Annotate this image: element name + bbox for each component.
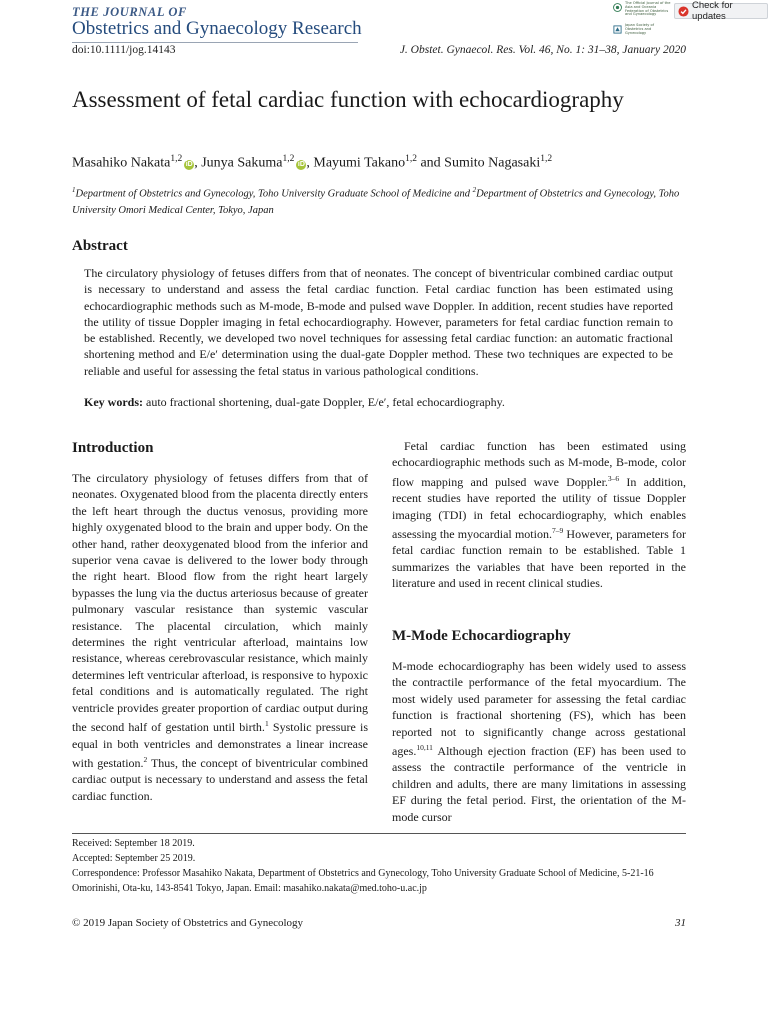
jsog-logo [612, 24, 670, 35]
mmode-text-b: Although ejection fraction (EF) has been used to assess the contractile performance of the ventricle in children and adults, there are many limitations in assessing EF during the fetal period. First, the orientation of the M-mode cursor [392, 744, 686, 824]
right-text-b: In addition, recent studies have reported the utility of tissue Doppler imaging (TDI) in fetal echocardiography, which enables assessing the myocardial motion. [392, 474, 687, 542]
author-separator: , [194, 155, 202, 171]
citation-ref[interactable]: 2 [143, 754, 148, 764]
correspondence: Correspondence: Professor Masahiko Nakata, Department of Obstetrics and Gynecology, Toho University Graduate School of Medicine, 5-21-16 Omorinishi, Ota-ku, 143-8541 Tokyo, Japan. Email: masahiko.nakata@med.toho-u.ac.jp [72, 868, 654, 894]
crossmark-icon [678, 6, 689, 17]
check-for-updates-label: Check for updates [692, 0, 733, 22]
journal-top-line: THE JOURNAL OF [72, 5, 187, 19]
aofog-logo-icon [613, 3, 622, 12]
affiliation-1: Department of Obstetrics and Gynecology, Toho University Graduate School of Medicine and [75, 188, 473, 200]
introduction-heading: Introduction [72, 440, 154, 456]
mmode-text-a: M-mode echocardiography has been widely used to assess the contractile performance of the fetal myocardium. The most widely used parameter for assessing the fetal cardiac function is fractional shortening (FS), which has been reported not to significantly change across gestational ages. [392, 659, 686, 759]
introduction-paragraph [72, 470, 368, 804]
check-for-updates-button[interactable] [674, 0, 768, 22]
copyright: © 2019 Japan Society of Obstetrics and Gynecology [72, 917, 304, 929]
received-date: Received: September 18 2019. [72, 838, 195, 849]
citation-ref[interactable]: 1 [264, 719, 269, 729]
abstract-heading: Abstract [72, 238, 128, 254]
affil-sup: 1 [72, 186, 76, 194]
orcid-icon[interactable]: iD [185, 160, 193, 168]
author-name: Junya Sakuma [201, 155, 283, 171]
footnotes [72, 836, 686, 896]
jsog-logo-icon [613, 25, 622, 34]
author-affil-sup: 1,2 [170, 154, 183, 164]
citation-ref[interactable]: 10,11 [416, 743, 433, 753]
doi[interactable]: doi:10.1111/jog.14143 [72, 44, 176, 56]
citation-ref[interactable]: 3–6 [607, 473, 620, 483]
author-affil-sup: 1,2 [405, 154, 417, 164]
article-title: Assessment of fetal cardiac function with echocardiography [72, 87, 624, 112]
journal-header [72, 0, 362, 43]
citation: J. Obstet. Gynaecol. Res. Vol. 46, No. 1: 31–38, January 2020 [399, 44, 686, 56]
affiliations [72, 182, 690, 219]
right-text-a: Fetal cardiac function has been estimated using echocardiographic methods such as M-mode, B-mode, color flow mapping and pulsed wave Doppler. [392, 439, 686, 489]
affiliation-2: Department of Obstetrics and Gynecology, Toho University Omori Medical Center, Tokyo, Japan [72, 188, 680, 216]
intro-text-c: Thus, the concept of biventricular combined cardiac output is necessary to understand and assess the fetal cardiac function. [72, 755, 368, 803]
keywords-text: auto fractional shortening, dual-gate Doppler, E/e′, fetal echocardiography. [146, 395, 505, 409]
mmode-paragraph [392, 658, 686, 825]
author-list [72, 154, 552, 172]
orcid-icon[interactable]: iD [297, 160, 305, 168]
aofog-logo [612, 1, 671, 17]
affil-sup: 2 [472, 186, 477, 194]
abstract-body: The circulatory physiology of fetuses differs from that of neonates. The concept of biventricular combined cardiac output is necessary to understand and assess the fetal cardiac function. Fetal cardiac function has been estimated using echocardiographic methods such as M-mode, B-mode and pulsed wave Doppler. In addition, recent studies have reported the utility of tissue Doppler imaging in fetal echocardiography. However, parameters for fetal cardiac function remain to be established. Recently, we developed two novel techniques for assessing fetal cardiac function: an automatic fractional shortening method and E/e′ determination using the dual-gate Doppler method. These two techniques are expected to be reliable and useful for assessing the fetal status in various pathological conditions. [84, 266, 673, 378]
author-name: Mayumi Takano [313, 155, 406, 171]
author-separator: and [416, 155, 445, 171]
author-name: Masahiko Nakata [72, 155, 171, 171]
society-logos [612, 0, 670, 40]
intro-text-a: The circulatory physiology of fetuses differs from that of neonates. Oxygenated blood from the placenta directly enters the left heart through the ductus venosus, providing more highly oxygenated blood to the brain and upper body. On the other hand, rather deoxygenated blood from the inferior and superior vena cavae is delivered to the lower body through the right heart. Blood flow from the right heart largely bypasses the lung via the ductus arteriosus because of greater pulmonary vascular resistance than systemic vascular resistance. The placental circulation, which mainly determines the right ventricular afterload, maintains low resistance, whereas cerebrovascular resistance, which mainly determines left ventricular afterload, is responsive to hypoxic fetal conditions and is automatically regulated. The right ventricle provides greater proportion of cardiac output during the second half of gestation until birth. [72, 471, 368, 735]
jsog-logo-text: Japan Society of Obstetrics and Gynecology [625, 23, 654, 35]
intro-text-b: Systolic pressure is equal in both ventricles and demonstrates a linear increase with gestation. [72, 720, 368, 770]
mmode-heading: M-Mode Echocardiography [392, 628, 571, 644]
keywords [84, 394, 673, 410]
author-affil-sup: 1,2 [282, 154, 295, 164]
journal-name: Obstetrics and Gynaecology Research [72, 18, 362, 39]
right-text-c: However, parameters for fetal cardiac function remain to be established. Table 1 summarizes the variables that have been reported in the literature and used in recent clinical studies. [392, 527, 686, 591]
keywords-label: Key words: [84, 395, 143, 409]
author-affil-sup: 1,2 [540, 154, 553, 164]
aofog-logo-text: The Official Journal of the Asia and Oceania Federation of Obstetrics and Gynaecology [625, 1, 671, 17]
citation-ref[interactable]: 7–9 [551, 526, 564, 536]
author-separator: , [306, 155, 314, 171]
accepted-date: Accepted: September 25 2019. [72, 853, 196, 864]
footnote-divider [72, 833, 686, 834]
page-number: 31 [675, 917, 686, 929]
right-paragraph-1 [392, 438, 686, 592]
author-name: Sumito Nagasaki [444, 155, 541, 171]
